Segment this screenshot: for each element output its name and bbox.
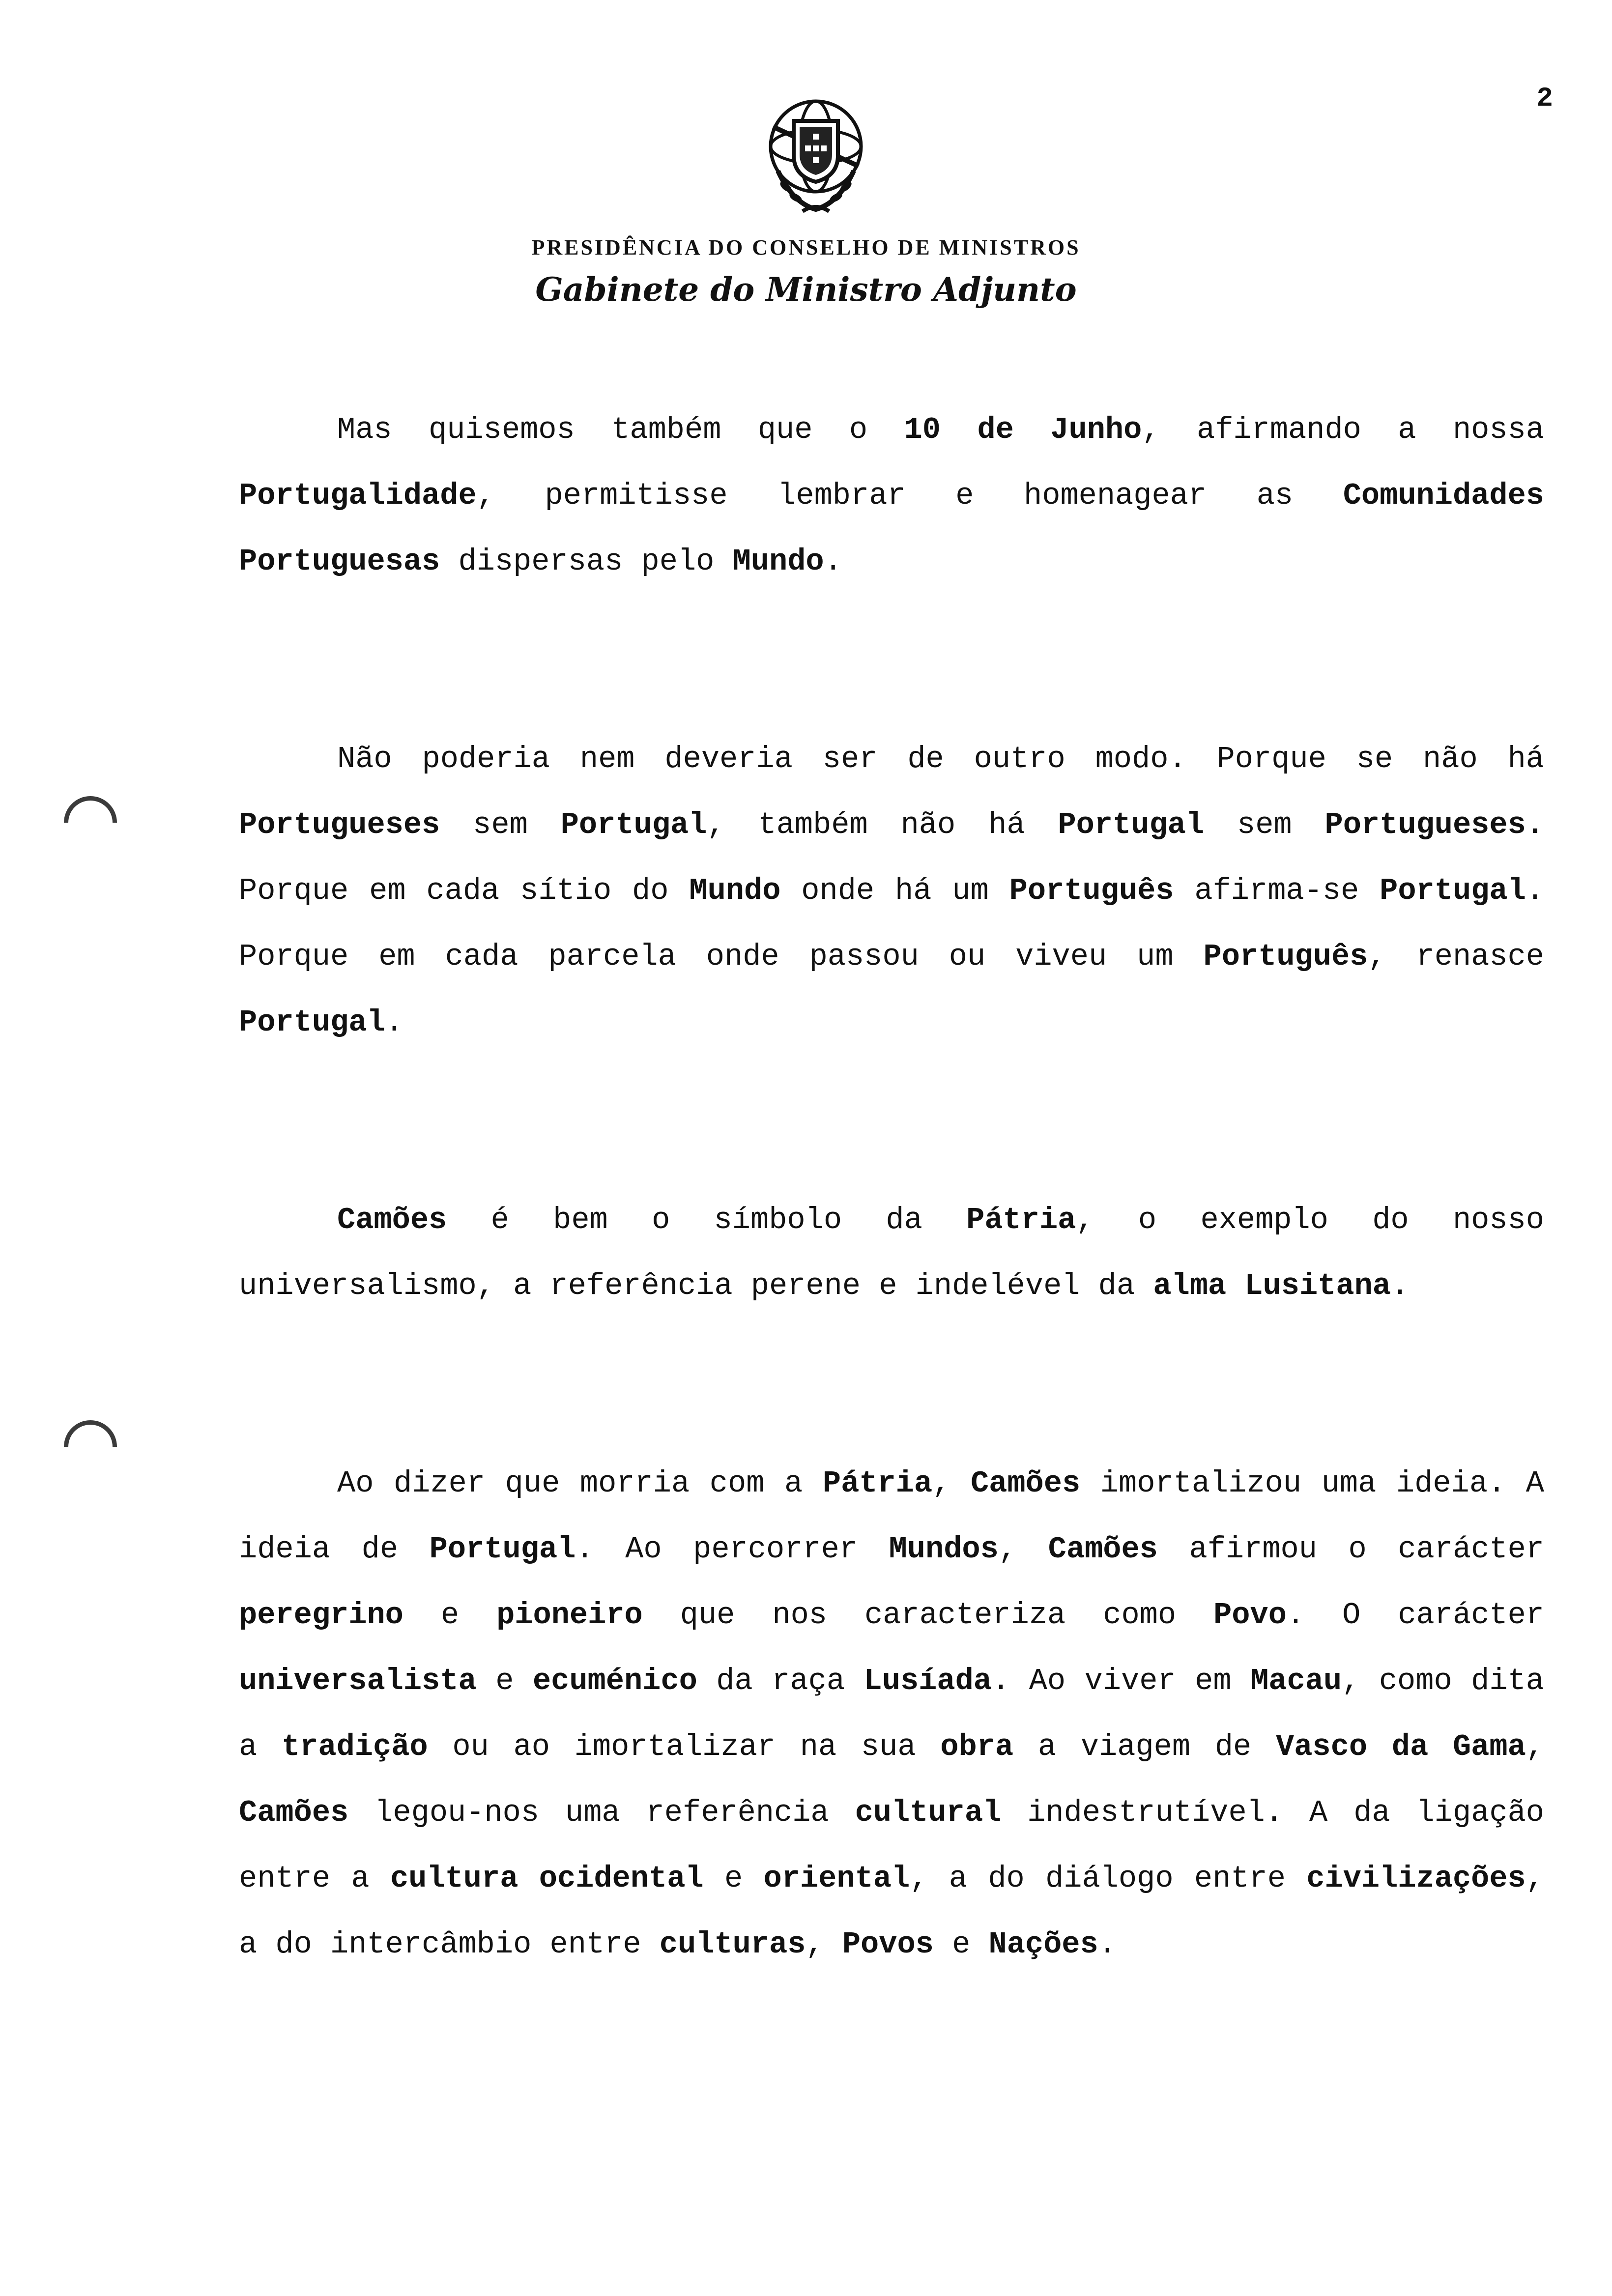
punch-hole-mark bbox=[53, 785, 128, 861]
text-run: é bem o símbolo da bbox=[447, 1203, 967, 1237]
text-run: , bbox=[1526, 1729, 1544, 1764]
bold-text-run: Povos bbox=[842, 1927, 934, 1962]
text-run: onde há um bbox=[780, 873, 1009, 908]
bold-text-run: Português bbox=[1203, 939, 1368, 974]
text-run: , bbox=[998, 1532, 1048, 1567]
bold-text-run: alma Lusitana bbox=[1153, 1268, 1391, 1303]
text-run: legou-nos uma referência bbox=[348, 1795, 855, 1830]
bold-text-run: Camões bbox=[239, 1795, 349, 1830]
text-run: . Ao percorrer bbox=[576, 1532, 889, 1567]
text-run: Porque em cada sítio do bbox=[239, 873, 690, 908]
bold-text-run: Lusíada bbox=[864, 1664, 992, 1698]
text-run: , permitisse lembrar e homenagear as bbox=[476, 478, 1343, 513]
text-run: , o exemplo do nosso universalismo, a referência perene e indelével da bbox=[239, 1203, 1544, 1303]
bold-text-run: Macau bbox=[1250, 1664, 1342, 1698]
bold-text-run: Portugal bbox=[1058, 807, 1205, 842]
bold-text-run: Portugalidade bbox=[239, 478, 477, 513]
text-run: afirma-se bbox=[1174, 873, 1380, 908]
bold-text-run: peregrino bbox=[239, 1598, 403, 1633]
bold-text-run: obra bbox=[940, 1729, 1014, 1764]
bold-text-run: Portugal bbox=[239, 1005, 385, 1040]
text-run: , renasce bbox=[1368, 939, 1545, 974]
portuguese-coat-of-arms-icon bbox=[763, 97, 868, 220]
text-run: , como dita a bbox=[239, 1664, 1544, 1764]
bold-text-run: oriental bbox=[763, 1861, 910, 1896]
text-run: , afirmando a nossa bbox=[1142, 412, 1544, 447]
bold-text-run: pioneiro bbox=[496, 1598, 643, 1633]
text-run: ou ao imortalizar na sua bbox=[428, 1729, 941, 1764]
text-run: , bbox=[932, 1466, 971, 1501]
bold-text-run: Camões bbox=[337, 1203, 447, 1237]
bold-text-run: Mundo bbox=[732, 544, 824, 579]
bold-text-run: ecuménico bbox=[532, 1664, 697, 1698]
paragraph bbox=[239, 1187, 1544, 1319]
text-run: que nos caracteriza como bbox=[642, 1598, 1214, 1633]
punch-hole-mark bbox=[53, 1409, 128, 1485]
text-run: e bbox=[476, 1664, 533, 1698]
bold-text-run: Povo bbox=[1213, 1598, 1287, 1633]
institution-name: PRESIDÊNCIA DO CONSELHO DE MINISTROS bbox=[531, 235, 1081, 259]
bold-text-run: Vasco da Gama bbox=[1276, 1729, 1526, 1764]
bold-text-run: Portugal bbox=[1380, 873, 1526, 908]
text-run: , a do intercâmbio entre bbox=[239, 1861, 1544, 1962]
bold-text-run: Nações bbox=[988, 1927, 1098, 1962]
text-run: sem bbox=[1204, 807, 1325, 842]
page-number: 2 bbox=[1536, 83, 1553, 114]
text-run: a viagem de bbox=[1013, 1729, 1276, 1764]
document-body bbox=[239, 397, 1544, 1978]
bold-text-run: Portugueses bbox=[239, 807, 440, 842]
bold-text-run: 10 de Junho bbox=[904, 412, 1142, 447]
bold-text-run: Portugueses. bbox=[1324, 807, 1544, 842]
bold-text-run: Português bbox=[1009, 873, 1174, 908]
bold-text-run: civilizações bbox=[1306, 1861, 1526, 1896]
text-run: da raça bbox=[697, 1664, 864, 1698]
bold-text-run: Mundos bbox=[889, 1532, 999, 1567]
bold-text-run: Portugal bbox=[560, 807, 707, 842]
bold-text-run: Mundo bbox=[689, 873, 781, 908]
paragraph bbox=[239, 397, 1544, 595]
text-run: indestrutível. A da ligação entre a bbox=[239, 1795, 1544, 1896]
bold-text-run: universalista bbox=[239, 1664, 477, 1698]
text-run: imortalizou uma ideia. A ideia de bbox=[239, 1466, 1544, 1567]
paragraph bbox=[239, 726, 1544, 1056]
paragraph bbox=[239, 1451, 1544, 1978]
bold-text-run: cultural bbox=[855, 1795, 1002, 1830]
bold-text-run: tradição bbox=[281, 1729, 428, 1764]
text-run: . bbox=[824, 544, 842, 579]
text-run: e bbox=[933, 1927, 989, 1962]
text-run: , bbox=[806, 1927, 842, 1962]
text-run: . bbox=[385, 1005, 403, 1040]
text-run: e bbox=[403, 1598, 497, 1633]
cabinet-name: Gabinete do Ministro Adjunto bbox=[535, 270, 1077, 309]
text-run: . bbox=[1391, 1268, 1410, 1303]
text-run: . Porque em cada parcela onde passou ou viveu um bbox=[239, 873, 1544, 974]
text-run: . O carácter bbox=[1286, 1598, 1544, 1633]
bold-text-run: Pátria bbox=[822, 1466, 933, 1501]
text-run: afirmou o carácter bbox=[1157, 1532, 1545, 1567]
text-run: . bbox=[1098, 1927, 1117, 1962]
bold-text-run: Comunidades Portuguesas bbox=[239, 478, 1544, 579]
text-run: e bbox=[703, 1861, 764, 1896]
text-run: , também não há bbox=[707, 807, 1058, 842]
text-run: dispersas pelo bbox=[440, 544, 733, 579]
bold-text-run: Portugal bbox=[429, 1532, 576, 1567]
text-run: Não poderia nem deveria ser de outro modo. Porque se não há bbox=[337, 742, 1544, 776]
text-run: . Ao viver em bbox=[992, 1664, 1251, 1698]
text-run: Mas quisemos também que o bbox=[337, 412, 904, 447]
text-run: sem bbox=[440, 807, 561, 842]
bold-text-run: cultura ocidental bbox=[390, 1861, 704, 1896]
bold-text-run: Camões bbox=[1048, 1532, 1158, 1567]
text-run: Ao dizer que morria com a bbox=[337, 1466, 823, 1501]
bold-text-run: Camões bbox=[970, 1466, 1081, 1501]
text-run: , a do diálogo entre bbox=[910, 1861, 1307, 1896]
bold-text-run: culturas bbox=[659, 1927, 806, 1962]
bold-text-run: Pátria bbox=[966, 1203, 1076, 1237]
